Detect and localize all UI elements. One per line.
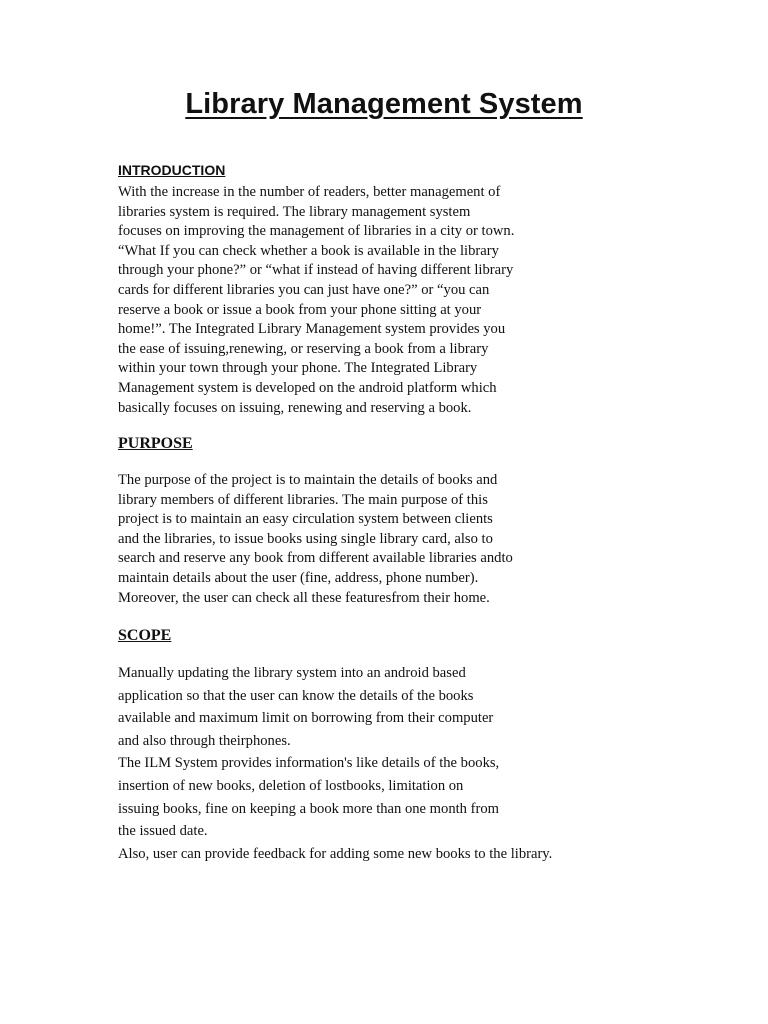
text-line: libraries system is required. The library management system [118, 203, 471, 220]
text-line: within your town through your phone. The Integrated Library [118, 360, 478, 377]
text-line: basically focuses on issuing, renewing and reserving a book. [118, 399, 472, 416]
purpose-paragraph [118, 471, 513, 608]
text-line: search and reserve any book from different available libraries andto [118, 550, 513, 567]
text-line: the issued date. [118, 823, 208, 840]
text-line: reserve a book or issue a book from your phone sitting at your [118, 301, 482, 318]
text-line: The ILM System provides information's like details of the books, [118, 755, 500, 772]
text-line: cards for different libraries you can just have one?” or “you can [118, 281, 490, 298]
text-line: maintain details about the user (fine, address, phone number). [118, 569, 479, 586]
text-line: and the libraries, to issue books using single library card, also to [118, 530, 493, 547]
text-line: Management system is developed on the android platform which [118, 379, 497, 396]
text-line: Also, user can provide feedback for adding some new books to the library. [118, 845, 553, 862]
text-line: and also through theirphones. [118, 732, 291, 749]
document-title: Library Management System [185, 88, 583, 120]
text-line: project is to maintain an easy circulation system between clients [118, 511, 493, 528]
text-line: With the increase in the number of readers, better management of [118, 184, 501, 200]
text-line: through your phone?” or “what if instead of having different library [118, 262, 514, 279]
text-line: application so that the user can know the details of the books [118, 687, 474, 704]
text-line: home!”. The Integrated Library Management system provides you [118, 321, 506, 338]
text-line: available and maximum limit on borrowing from their computer [118, 710, 494, 727]
scope-paragraph [118, 662, 552, 865]
scope-heading: SCOPE [118, 627, 172, 644]
text-line: insertion of new books, deletion of lostbooks, limitation on [118, 777, 464, 794]
text-line: The purpose of the project is to maintain the details of books and [118, 472, 498, 488]
text-line: Manually updating the library system into an android based [118, 665, 466, 681]
text-line: the ease of issuing,renewing, or reserving a book from a library [118, 340, 489, 357]
text-line: Moreover, the user can check all these featuresfrom their home. [118, 589, 490, 606]
text-line: focuses on improving the management of libraries in a city or town. [118, 223, 515, 240]
text-line: library members of different libraries. The main purpose of this [118, 491, 488, 508]
text-line: issuing books, fine on keeping a book more than one month from [118, 800, 499, 817]
introduction-paragraph [118, 183, 514, 418]
introduction-heading: INTRODUCTION [118, 162, 226, 178]
text-line: “What If you can check whether a book is available in the library [118, 242, 499, 259]
purpose-heading: PURPOSE [118, 435, 193, 452]
